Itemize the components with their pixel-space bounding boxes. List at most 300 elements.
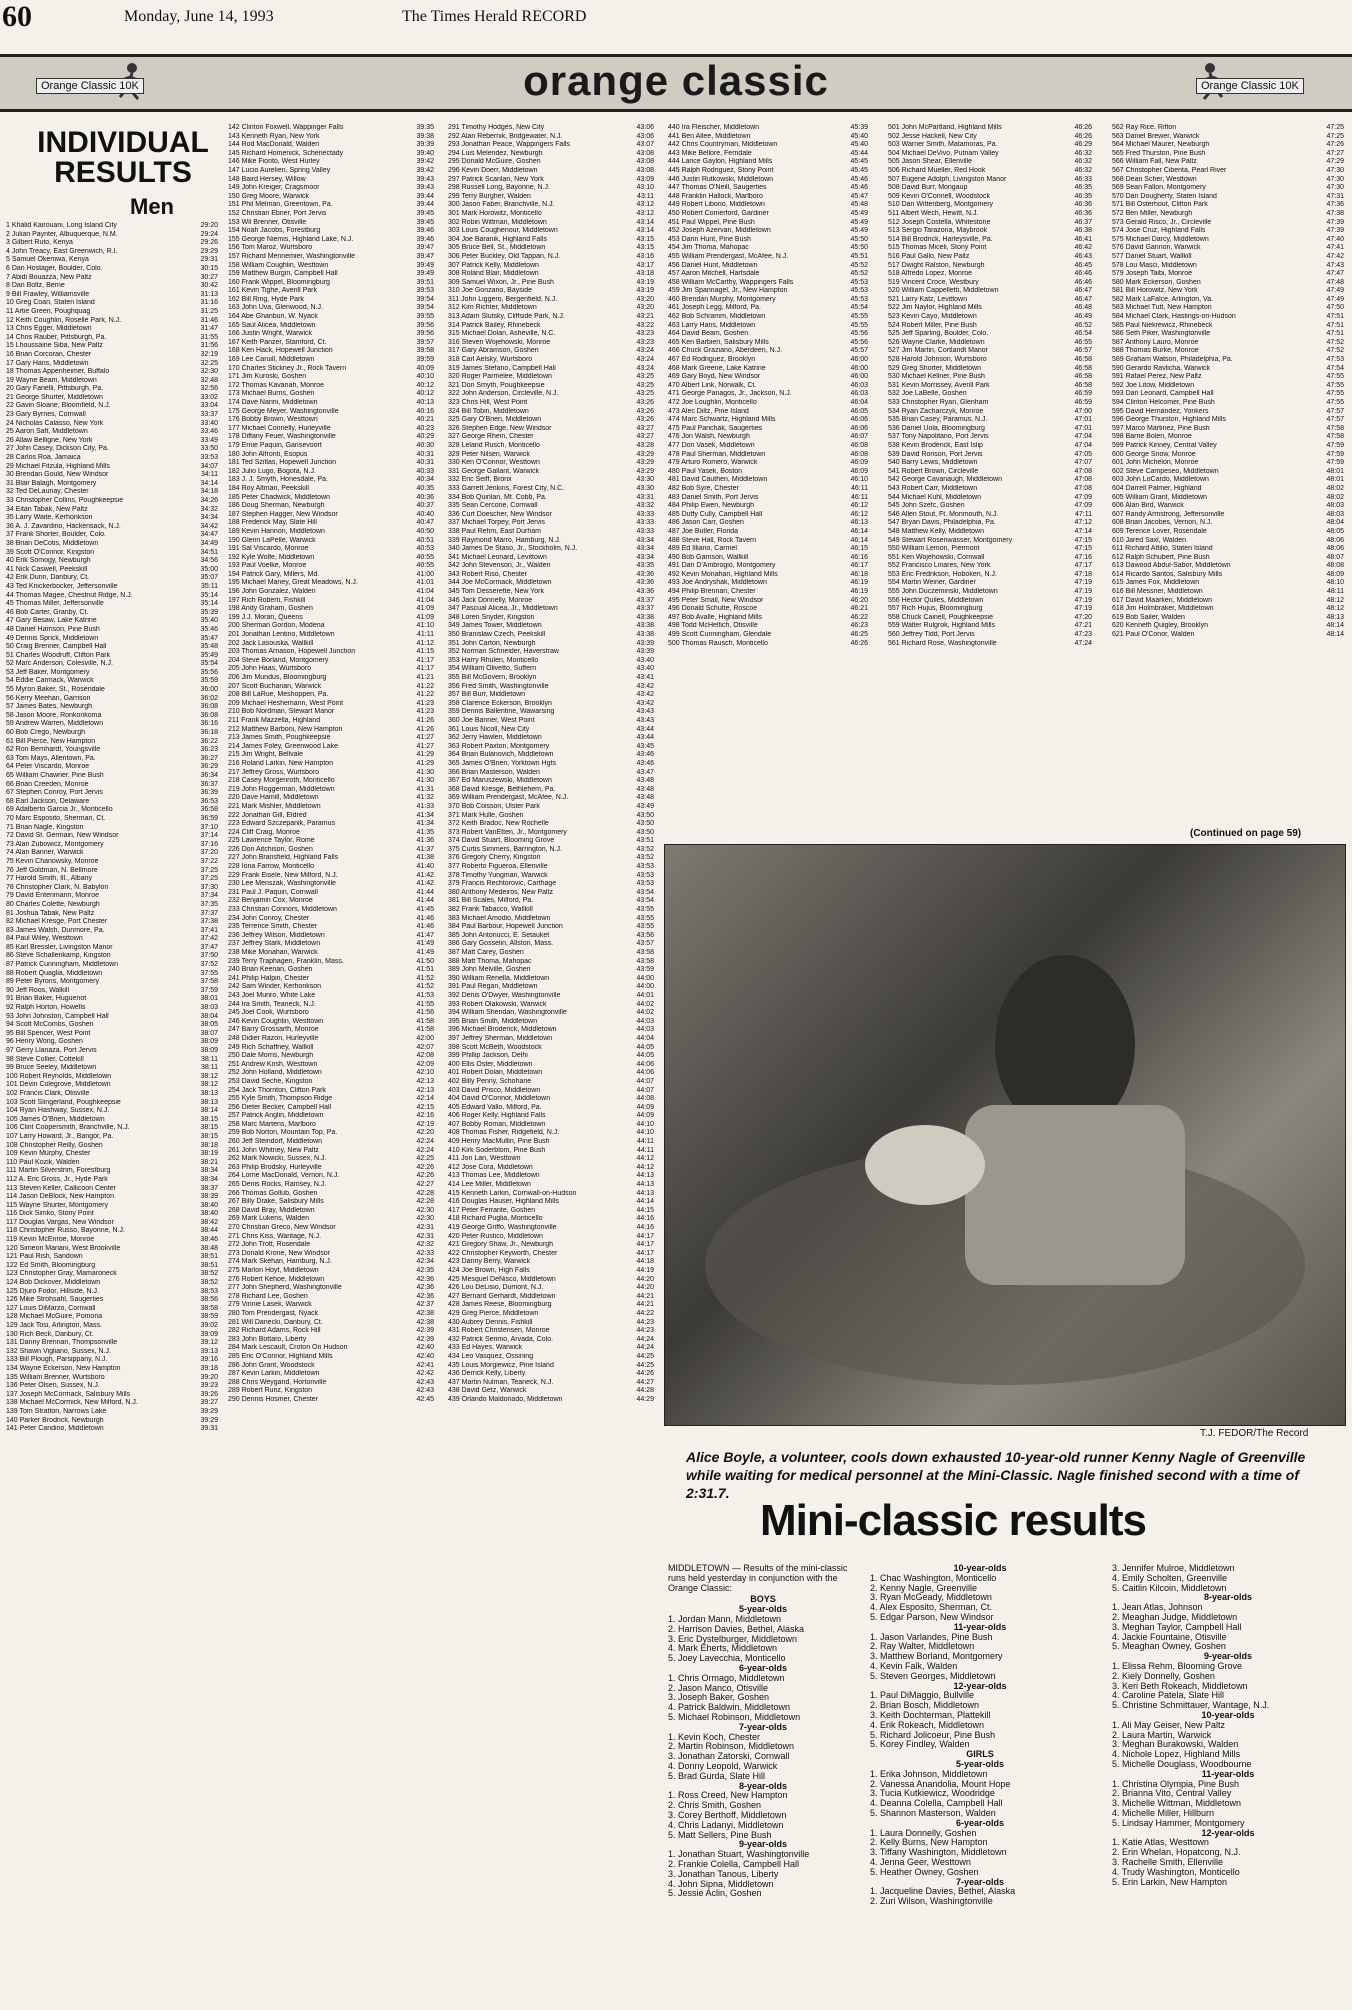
runner-name: 601 John Michelon, Monroe <box>1112 459 1199 467</box>
finish-time: 46:59 <box>1074 390 1092 398</box>
result-row <box>888 451 1092 460</box>
result-row <box>448 296 654 305</box>
runner-name: 276 Robert Kehoe, Middletown <box>228 1275 325 1283</box>
mini-result-row: 3. Eric Dystelburger, Middletown <box>668 1633 798 1644</box>
runner-name: 303 Louis Coughenour, Middletown <box>448 227 558 235</box>
finish-time: 42:43 <box>416 1378 434 1386</box>
runner-name: 342 John Stevenson, Jr., Walden <box>448 562 551 570</box>
runner-name: 547 Bryan Davis, Philadelphia, Pa. <box>888 519 996 527</box>
runner-name: 230 Lee Menszak, Washingtonville <box>228 880 336 888</box>
runner-name: 421 Gregory Shaw, Jr., Newburgh <box>448 1241 554 1249</box>
result-row <box>448 1362 654 1371</box>
result-row <box>448 1190 654 1199</box>
result-row <box>228 923 434 932</box>
result-row <box>228 1112 434 1121</box>
runner-name: 593 Dan Leonard, Campbell Hall <box>1112 390 1214 398</box>
result-row <box>6 566 218 575</box>
finish-time: 43:08 <box>636 149 654 157</box>
runner-name: 84 Paul Wiley, Westtown <box>6 935 83 943</box>
finish-time: 33:40 <box>200 419 218 427</box>
finish-time: 41:22 <box>416 691 434 699</box>
result-row <box>228 451 434 460</box>
finish-time: 38:34 <box>200 1175 218 1183</box>
result-row <box>6 385 218 394</box>
result-row <box>668 210 868 219</box>
result-row <box>6 1124 218 1133</box>
runner-name: 503 Warner Smith, Matamoras, Pa. <box>888 141 998 149</box>
finish-time: 43:39 <box>636 648 654 656</box>
result-row <box>228 897 434 906</box>
finish-time: 44:13 <box>636 1189 654 1197</box>
result-row <box>448 1379 654 1388</box>
finish-time: 44:12 <box>636 1155 654 1163</box>
finish-time: 35:11 <box>201 582 218 590</box>
result-row <box>6 738 218 747</box>
runner-name: 433 Ed Hayes, Warwick <box>448 1344 523 1352</box>
result-row <box>448 915 654 924</box>
finish-time: 36:08 <box>200 711 218 719</box>
finish-time: 46:03 <box>850 390 868 398</box>
finish-time: 46:57 <box>1074 347 1092 355</box>
runner-name: 128 Michael McGuire, Pomona <box>6 1313 103 1321</box>
finish-time: 36:34 <box>200 772 218 779</box>
result-row <box>888 502 1092 511</box>
runner-name: 248 Didier Razon, Hurleyville <box>228 1034 319 1042</box>
result-row <box>228 485 434 494</box>
finish-time: 47:05 <box>1074 450 1092 458</box>
runner-name: 370 Bob Coisson, Ulster Park <box>448 802 540 810</box>
result-row <box>668 631 868 640</box>
result-row <box>448 1215 654 1224</box>
result-row <box>448 1250 654 1259</box>
result-row <box>6 454 218 463</box>
finish-time: 44:20 <box>636 1275 654 1283</box>
runner-name: 260 Jeff Steindorf, Middletown <box>228 1138 323 1146</box>
runner-name: 2 Julian Paynter, Albuquerque, N.M. <box>6 230 118 238</box>
runner-name: 349 James Tower, Middletown <box>448 622 542 630</box>
finish-time: 32:19 <box>200 350 218 358</box>
runner-name: 176 Bobby Brown, Westtown <box>228 416 318 424</box>
runner-name: 130 Rich Beck, Danbury, Ct. <box>6 1330 94 1338</box>
mini-result-row: 4. Trudy Washington, Monticello <box>1112 1866 1240 1877</box>
finish-time: 43:40 <box>636 656 654 664</box>
runner-name: 67 Stephen Conroy, Port Jervis <box>6 789 103 797</box>
finish-time: 46:46 <box>1074 278 1092 286</box>
finish-time: 41:29 <box>416 751 434 759</box>
runner-name: 540 Barry Lewis, Middletown <box>888 459 978 467</box>
runner-name: 362 Jerry Hawlen, Middletown <box>448 734 542 742</box>
result-row <box>448 1396 654 1405</box>
result-row <box>228 708 434 717</box>
finish-time: 41:29 <box>416 759 434 767</box>
runner-name: 255 Kyle Smith, Thompson Ridge <box>228 1095 333 1103</box>
result-row <box>228 262 434 271</box>
age-group-heading: 9-year-olds <box>738 1839 788 1850</box>
finish-time: 44:16 <box>636 1215 654 1223</box>
mini-result-row: 2. Martin Robinson, Middletown <box>668 1741 795 1752</box>
finish-time: 41:49 <box>416 940 434 948</box>
result-row <box>448 769 654 778</box>
finish-time: 48:04 <box>1326 519 1344 527</box>
finish-time: 46:10 <box>850 476 868 484</box>
finish-time: 42:40 <box>416 1352 434 1360</box>
finish-time: 43:11 <box>637 192 654 200</box>
result-row <box>668 494 868 503</box>
runner-name: 61 Bill Pierce, New Hampton <box>6 737 96 745</box>
finish-time: 43:29 <box>636 467 654 475</box>
finish-time: 43:55 <box>636 914 654 922</box>
mini-result-row: 5. Lindsay Hammer, Montgomery <box>1112 1817 1245 1828</box>
runner-name: 75 Kevin Chanowsky, Monroe <box>6 857 99 865</box>
finish-time: 44:07 <box>636 1077 654 1085</box>
result-row <box>6 377 218 386</box>
result-row <box>448 597 654 606</box>
result-row <box>228 648 434 657</box>
finish-time: 46:12 <box>850 502 868 510</box>
finish-time: 47:08 <box>1074 476 1092 484</box>
result-row <box>228 786 434 795</box>
result-row <box>228 1353 434 1362</box>
runner-name: 385 John Antonucci, E. Setauket <box>448 931 550 939</box>
runner-name: 21 George Shurter, Middletown <box>6 393 103 401</box>
runner-name: 323 Chris Hill, West Point <box>448 399 528 406</box>
result-row <box>6 1219 218 1228</box>
result-row <box>228 958 434 967</box>
runner-name: 207 Scott Buchanan, Warwick <box>228 682 322 690</box>
runner-name: 368 David Kresge, Bethlehem, Pa. <box>448 785 556 793</box>
result-row <box>448 674 654 683</box>
runner-name: 381 Bill Scales, Milford, Pa. <box>448 897 534 905</box>
age-group-heading: 12-year-olds <box>1201 1827 1255 1838</box>
result-row <box>6 282 218 291</box>
result-row <box>448 201 654 210</box>
finish-time: 41:22 <box>416 682 434 690</box>
finish-time: 44:26 <box>636 1370 654 1378</box>
result-row <box>448 236 654 245</box>
finish-time: 42:09 <box>416 1060 434 1068</box>
finish-time: 39:27 <box>200 1399 218 1407</box>
result-row <box>228 1301 434 1310</box>
result-row <box>6 1425 218 1434</box>
result-row <box>6 875 218 884</box>
finish-time: 43:20 <box>636 304 654 312</box>
runner-name: 611 Richard Attilio, Staten Island <box>1112 545 1213 553</box>
age-group-heading: 11-year-olds <box>953 1621 1007 1632</box>
runner-name: 337 Michael Torpey, Port Jervis <box>448 519 546 527</box>
result-row <box>228 433 434 442</box>
runner-name: 127 Louis DiMarzo, Cornwall <box>6 1304 96 1312</box>
runner-name: 62 Ron Bernhardt, Youngsville <box>6 746 101 754</box>
runner-name: 134 Wayne Eckerson, New Hampton <box>6 1364 121 1372</box>
result-row <box>448 528 654 537</box>
result-row <box>448 1026 654 1035</box>
finish-time: 43:38 <box>636 622 654 630</box>
result-row <box>228 133 434 142</box>
mini-result-row: 1. Jason Varlandes, Pine Bush <box>870 1631 993 1642</box>
finish-time: 42:36 <box>416 1284 434 1292</box>
runner-name: 119 Kevin McEnroe, Monroe <box>6 1236 95 1244</box>
runner-name: 487 Joe Butler, Florida <box>668 527 739 535</box>
runner-name: 142 Clinton Foxwell, Wappinger Falls <box>228 124 344 131</box>
result-row <box>6 617 218 626</box>
finish-time: 46:49 <box>1074 313 1092 321</box>
result-row <box>6 1356 218 1365</box>
finish-time: 47:38 <box>1326 209 1344 217</box>
result-row <box>228 1215 434 1224</box>
result-row <box>448 253 654 262</box>
finish-time: 34:32 <box>200 505 218 513</box>
finish-time: 43:38 <box>636 631 654 639</box>
runner-name: 52 Marc Anderson, Colesville, N.J. <box>6 660 113 668</box>
finish-time: 39:51 <box>416 278 434 286</box>
result-row <box>6 1038 218 1047</box>
runner-name: 489 Ed Illiano, Carmel <box>668 545 737 553</box>
runner-name: 548 Matthew Kelly, Middletown <box>888 527 984 535</box>
finish-time: 47:25 <box>1326 124 1344 131</box>
race-photo <box>664 844 1346 1426</box>
result-row <box>448 949 654 958</box>
finish-time: 46:14 <box>850 536 868 544</box>
finish-time: 42:38 <box>416 1309 434 1317</box>
runner-name: 378 Timothy Yungman, Warwick <box>448 871 548 879</box>
runner-name: 261 John Whitney, New Paltz <box>228 1146 319 1154</box>
finish-time: 41:36 <box>416 837 434 845</box>
result-row <box>6 978 218 987</box>
result-row <box>1112 270 1344 279</box>
finish-time: 47:55 <box>1326 373 1344 381</box>
result-row <box>6 480 218 489</box>
result-row <box>6 437 218 446</box>
finish-time: 46:16 <box>850 553 868 561</box>
runner-name: 225 Lawrence Taylor, Rome <box>228 837 315 845</box>
runner-name: 147 Lucio Aurelien, Spring Valley <box>228 166 331 174</box>
result-row <box>888 622 1092 631</box>
runner-name: 284 Mark Lescault, Croton On Hudson <box>228 1344 348 1352</box>
result-row <box>448 554 654 563</box>
finish-time: 39:46 <box>416 235 434 243</box>
result-row <box>1112 158 1344 167</box>
result-row <box>668 528 868 537</box>
finish-time: 46:20 <box>850 596 868 604</box>
finish-time: 40:36 <box>416 493 434 501</box>
finish-time: 47:04 <box>1074 441 1092 449</box>
runner-name: 325 Gary O'Brien, Middletown <box>448 416 542 424</box>
runner-name: 281 Will Danecki, Danbury, Ct. <box>228 1318 323 1326</box>
finish-time: 43:34 <box>636 536 654 544</box>
finish-time: 47:51 <box>1326 330 1344 338</box>
finish-time: 39:43 <box>416 175 434 183</box>
finish-time: 32:56 <box>200 385 218 393</box>
result-row <box>6 961 218 970</box>
finish-time: 43:55 <box>636 923 654 931</box>
runner-name: 218 Casey Morgenroth, Monticello <box>228 777 335 785</box>
finish-time: 42:28 <box>416 1189 434 1197</box>
runner-name: 531 Kevin Morrissey, Averill Park <box>888 381 990 389</box>
finish-time: 48:06 <box>1326 545 1344 553</box>
runner-name: 239 Terry Traphagen, Franklin, Mass. <box>228 957 344 965</box>
runner-name: 605 William Grant, Middletown <box>1112 493 1207 501</box>
finish-time: 45:52 <box>850 270 868 278</box>
result-row <box>668 133 868 142</box>
finish-time: 42:31 <box>416 1232 434 1240</box>
finish-time: 43:50 <box>636 828 654 836</box>
finish-time: 43:36 <box>636 588 654 596</box>
runner-name: 32 Ted DeLaunay, Chester <box>6 488 89 496</box>
runner-name: 12 Keith Coughlin, Roselle Park, N.J. <box>6 316 122 324</box>
finish-time: 46:05 <box>850 407 868 415</box>
result-row <box>6 720 218 729</box>
finish-time: 37:10 <box>200 823 218 831</box>
runner-name: 275 Marlon Hoyt, Middletown <box>228 1266 319 1274</box>
runner-name: 417 Peter Ferrante, Goshen <box>448 1206 536 1214</box>
mini-result-row: 5. Erin Larkin, New Hampton <box>1112 1876 1228 1887</box>
finish-time: 47:54 <box>1326 364 1344 372</box>
result-row <box>228 726 434 735</box>
result-row <box>888 193 1092 202</box>
runner-name: 77 Harold Smith, Ill., Albany <box>6 875 92 883</box>
finish-time: 40:37 <box>416 502 434 510</box>
result-row <box>668 459 868 468</box>
runner-name: 426 Lou DeLisio, Dumont, N.J. <box>448 1284 544 1292</box>
runner-name: 382 Frank Tabacco, Wallkill <box>448 906 533 914</box>
result-row <box>228 940 434 949</box>
runner-name: 270 Christian Greco, New Windsor <box>228 1224 336 1231</box>
result-row <box>228 124 434 133</box>
finish-time: 47:42 <box>1326 252 1344 260</box>
finish-time: 47:31 <box>1326 192 1344 200</box>
result-row <box>448 588 654 597</box>
runner-name: 216 Roland Larkin, New Hampton <box>228 759 334 767</box>
runner-name: 28 Carlos Roa, Jamaica <box>6 454 81 462</box>
finish-time: 33:04 <box>200 402 218 410</box>
result-row <box>6 471 218 480</box>
finish-time: 45:40 <box>850 132 868 140</box>
result-row <box>6 686 218 695</box>
finish-time: 38:12 <box>200 1081 218 1089</box>
result-row <box>228 562 434 571</box>
finish-time: 44:14 <box>636 1198 654 1206</box>
finish-time: 39:29 <box>200 1407 218 1415</box>
result-row <box>228 1129 434 1138</box>
result-row <box>228 1336 434 1345</box>
result-row <box>6 325 218 334</box>
runner-name: 608 Brian Jacobes, Vernon, N.J. <box>1112 519 1213 527</box>
runner-name: 117 Douglas Vargas, New Windsor <box>6 1218 114 1226</box>
runner-name: 136 Peter Olsen, Sussex, N.J. <box>6 1382 100 1390</box>
result-row <box>6 1417 218 1426</box>
result-row <box>228 1250 434 1259</box>
runner-name: 376 Gregory Cherry, Kingston <box>448 854 541 862</box>
result-row <box>228 176 434 185</box>
section-banner <box>0 54 1352 112</box>
finish-time: 42:26 <box>416 1163 434 1171</box>
runner-name: 179 Ernie Paquin, Gansevoort <box>228 441 322 449</box>
result-row <box>888 296 1092 305</box>
runner-name: 227 John Bransfield, Highland Falls <box>228 854 339 862</box>
finish-time: 43:14 <box>636 227 654 235</box>
finish-time: 40:51 <box>416 536 434 544</box>
result-row <box>228 872 434 881</box>
result-row <box>6 1279 218 1288</box>
runner-name: 606 Alan Bird, Warwick <box>1112 502 1184 510</box>
runner-name: 424 Joe Brown, High Falls <box>448 1266 530 1274</box>
age-group-heading: 9-year-olds <box>1203 1651 1253 1662</box>
finish-time: 42:40 <box>416 1344 434 1352</box>
result-row <box>668 562 868 571</box>
result-row <box>228 683 434 692</box>
finish-time: 38:37 <box>200 1184 218 1192</box>
runner-name: 431 Robert Christensen, Monroe <box>448 1327 550 1335</box>
runner-name: 468 Mark Greene, Lake Katrine <box>668 364 766 372</box>
runner-name: 318 Carl Aelsky, Wurtsboro <box>448 356 533 364</box>
runner-name: 599 Patrick Kinney, Central Valley <box>1112 441 1217 449</box>
result-row <box>6 849 218 858</box>
result-row <box>1112 571 1344 580</box>
mini-result-row: 5. Brad Gurda, Slate Hill <box>668 1770 766 1781</box>
runner-name: 278 Richard Lee, Goshen <box>228 1292 308 1300</box>
finish-time: 44:17 <box>636 1232 654 1240</box>
result-row <box>448 751 654 760</box>
finish-time: 47:01 <box>1074 416 1092 424</box>
result-row <box>6 729 218 738</box>
runner-name: 247 Barry Grossarth, Monroe <box>228 1026 319 1034</box>
finish-time: 44:13 <box>636 1172 654 1180</box>
result-row <box>448 425 654 434</box>
runner-name: 556 Hector Quiles, Middletown <box>888 596 984 604</box>
result-row <box>1112 373 1344 382</box>
result-row <box>228 253 434 262</box>
finish-time: 38:58 <box>200 1304 218 1312</box>
runner-name: 302 Robin Wittman, Middletown <box>448 218 547 226</box>
result-row <box>668 554 868 563</box>
runner-name: 550 William Lemon, Piermont <box>888 545 980 553</box>
finish-time: 38:56 <box>200 1296 218 1304</box>
result-row <box>228 880 434 889</box>
finish-time: 47:52 <box>1326 347 1344 355</box>
finish-time: 39:58 <box>416 347 434 355</box>
runner-name: 237 Jeffrey Stark, Middletown <box>228 940 321 948</box>
runner-name: 253 David Seche, Kingston <box>228 1077 313 1085</box>
finish-time: 43:34 <box>636 545 654 553</box>
runner-name: 340 James De Staso, Jr., Stockholm, N.J. <box>448 545 578 553</box>
runner-name: 70 Marc Esposito, Sherman, Ct. <box>6 814 106 822</box>
finish-time: 43:30 <box>636 484 654 492</box>
result-row <box>228 1035 434 1044</box>
finish-time: 47:51 <box>1326 321 1344 329</box>
result-row <box>888 416 1092 425</box>
runner-name: 129 Jack Tosi, Arlington, Mass. <box>6 1322 102 1329</box>
result-row <box>228 863 434 872</box>
result-row <box>6 884 218 893</box>
finish-time: 44:22 <box>636 1309 654 1317</box>
result-row <box>228 760 434 769</box>
finish-time: 47:49 <box>1326 295 1344 303</box>
result-row <box>448 167 654 176</box>
finish-time: 48:03 <box>1326 502 1344 510</box>
result-row <box>448 743 654 752</box>
result-row <box>668 287 868 296</box>
result-row <box>448 700 654 709</box>
finish-time: 43:25 <box>636 381 654 389</box>
finish-time: 43:54 <box>636 897 654 905</box>
result-row <box>1112 193 1344 202</box>
result-row <box>228 588 434 597</box>
result-row <box>228 1327 434 1336</box>
runner-name: 520 William Cappelletti, Middletown <box>888 287 999 295</box>
runner-name: 224 Cliff Craig, Monroe <box>228 828 300 836</box>
result-row <box>1112 219 1344 228</box>
runner-name: 581 Bill Horowitz, New York <box>1112 287 1198 295</box>
